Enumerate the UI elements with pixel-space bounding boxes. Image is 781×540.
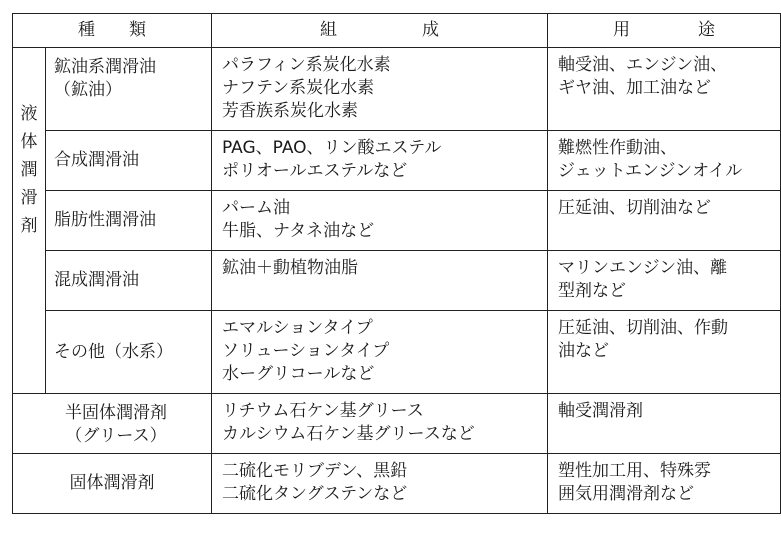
use-cell (548, 394, 781, 454)
use-line: 油など (558, 341, 609, 361)
type-cell (46, 311, 212, 394)
type-line: その他（水系） (54, 341, 173, 362)
composition-line: ポリオールエステルなど (222, 161, 408, 181)
type-line: 脂肪性潤滑油 (54, 210, 156, 230)
composition-line: PAG、PAO、リン酸エステル (222, 138, 442, 158)
type-line: 混成潤滑油 (54, 270, 139, 290)
lubricant-classification-table (12, 13, 781, 514)
type-cell (46, 191, 212, 251)
composition-line: ナフテン系炭化水素 (222, 78, 375, 98)
use-line: 難燃性作動油、 (558, 138, 677, 158)
table-row (13, 251, 781, 311)
type-cell (46, 251, 212, 311)
composition-line: 二硫化モリブデン、黒鉛 (222, 461, 408, 481)
composition-line: 牛脂、ナタネ油など (222, 221, 375, 241)
type-line: 固体潤滑剤 (69, 473, 155, 493)
type-line: 鉱油系潤滑油 (54, 57, 156, 77)
composition-cell (212, 394, 548, 454)
use-line: 圧延油、切削油など (558, 198, 711, 218)
composition-line: パーム油 (222, 198, 290, 218)
category-char: 剤 (20, 216, 38, 236)
header-composition: 組 成 (212, 14, 548, 48)
use-line: マリンエンジン油、離 (558, 258, 728, 278)
type-cell (13, 394, 212, 454)
composition-line: 水ーグリコールなど (222, 364, 375, 384)
category-char: 潤 (20, 160, 38, 180)
use-cell (548, 131, 781, 191)
type-line: （鉱油） (54, 80, 122, 100)
liquid-lubricant-category (13, 48, 46, 394)
use-cell (548, 191, 781, 251)
use-line: 囲気用潤滑剤など (558, 484, 694, 504)
table-row (13, 394, 781, 454)
composition-line: ソリューションタイプ (222, 341, 390, 361)
header-use: 用 途 (548, 14, 781, 48)
composition-cell (212, 311, 548, 394)
composition-cell (212, 191, 548, 251)
type-line: （グリース） (65, 426, 167, 446)
composition-line: 芳香族系炭化水素 (222, 101, 358, 121)
use-line: 軸受潤滑剤 (558, 401, 643, 421)
composition-cell (212, 48, 548, 131)
table-row (13, 311, 781, 394)
use-cell (548, 311, 781, 394)
use-line: 型剤など (558, 281, 626, 301)
use-cell (548, 454, 781, 514)
composition-cell (212, 131, 548, 191)
table-row (13, 131, 781, 191)
header-type: 種 類 (13, 14, 212, 48)
composition-line: リチウム石ケン基グリース (222, 401, 424, 421)
use-line: 塑性加工用、特殊雰 (558, 461, 711, 481)
composition-line: 鉱油＋動植物油脂 (222, 258, 358, 278)
composition-line: 二硫化タングステンなど (222, 484, 408, 504)
use-line: 圧延油、切削油、作動 (558, 318, 728, 338)
category-char: 液 (20, 104, 38, 124)
table-row (13, 191, 781, 251)
composition-line: パラフィン系炭化水素 (222, 55, 391, 75)
use-line: 軸受油、エンジン油、 (558, 55, 728, 75)
type-cell (46, 131, 212, 191)
use-line: ギヤ油、加工油など (558, 78, 711, 98)
composition-line: エマルションタイプ (222, 318, 373, 338)
type-cell (46, 48, 212, 131)
composition-cell (212, 251, 548, 311)
header-row (13, 14, 781, 48)
category-char: 滑 (20, 188, 38, 208)
category-char: 体 (20, 132, 38, 152)
type-line: 半固体潤滑剤 (65, 403, 167, 423)
table-row (13, 454, 781, 514)
use-line: ジェットエンジンオイル (558, 161, 743, 181)
table-row (13, 48, 781, 131)
type-line: 合成潤滑油 (54, 150, 139, 170)
composition-line: カルシウム石ケン基グリースなど (222, 424, 475, 444)
type-cell (13, 454, 212, 514)
use-cell (548, 251, 781, 311)
use-cell (548, 48, 781, 131)
composition-cell (212, 454, 548, 514)
